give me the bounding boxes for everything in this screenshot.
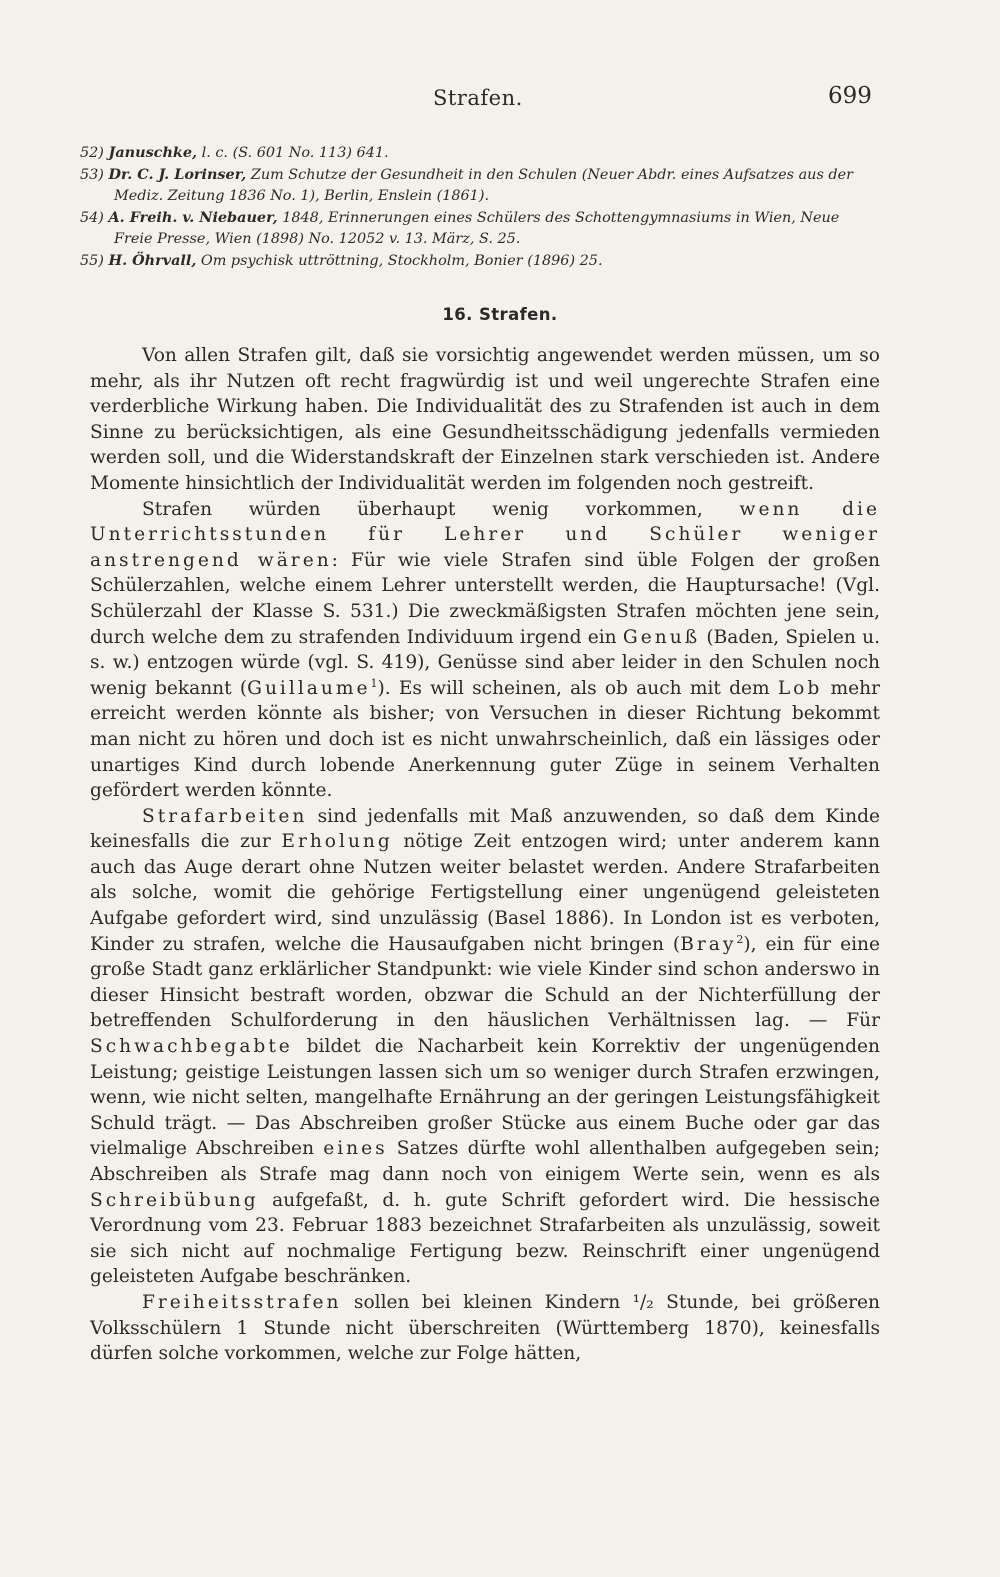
running-head xyxy=(0,83,1000,116)
footnote-author: Dr. C. J. Lorinser, xyxy=(108,166,247,183)
text-run: nötige Zeit entzogen wird; unter anderem kann auch das Auge derart ohne Nutzen weiter belastet werden. Andere Strafarbeiten als solche, womit die gehörige Fertigstellung einer ungenügend geleisteten Aufgabe gefordert wird, sind unzulässig (Basel 1886). In London ist es verboten, Kinder zu strafen, welche die Hausaufgaben nicht bringen ( xyxy=(90,831,880,955)
spaced-emphasis: Schwachbegabte xyxy=(90,1036,293,1058)
spaced-emphasis: Erholung xyxy=(281,831,393,853)
text-run: aufgefaßt, d. h. gute Schrift gefordert wird. Die hessische Verordnung vom 23. Februar 1883 bezeichnet Strafarbeiten als unzulässig, soweit sie sich nicht auf nochmalige Fertigung bezw. Reinschrift einer ungenügend geleisteten Aufgabe beschränken. xyxy=(90,1189,880,1288)
text-run: ). Es will scheinen, als ob auch mit dem xyxy=(377,677,778,699)
spaced-emphasis: Guillaume xyxy=(247,677,371,699)
section-heading: 16. Strafen. xyxy=(442,305,558,324)
spaced-emphasis: Strafarbeiten xyxy=(142,805,308,827)
footnote-author: Januschke, xyxy=(108,144,198,161)
footnote xyxy=(80,207,880,250)
running-head-title: Strafen. xyxy=(433,86,523,110)
footnote xyxy=(80,250,880,272)
text-run: sollen bei kleinen Kindern ¹/₂ Stunde, bei größeren Volksschülern 1 Stunde nicht überschreiten (Württemberg 1870), keinesfalls dürfen solche vorkommen, welche zur Folge hätten, xyxy=(90,1291,880,1365)
spaced-emphasis: Bray xyxy=(680,933,737,955)
text-run: (Baden, Spielen u. s. w.) entzogen würde (vgl. S. 419), Genüsse sind aber leider in den Schulen noch wenig bekannt ( xyxy=(90,626,880,699)
text-run: Strafen würden überhaupt wenig vorkommen, xyxy=(142,498,740,520)
footnote-number: 54) xyxy=(80,210,109,226)
footnote-text: l. c. (S. 601 No. 113) 641. xyxy=(197,145,389,161)
footnote-text: 1848, Erinnerungen eines Schülers des Schottengymnasiums in Wien, Neue Freie Presse, Wien (1898) No. 12052 v. 13. März, S. 25. xyxy=(114,210,840,247)
text-run: ), ein für eine große Stadt ganz erklärlicher Standpunkt: wie viele Kinder sind schon anderswo in dieser Hinsicht bestraft worden, obzwar die Schuld an der Nichterfüllung der betreffenden Schulforderung in den häuslichen Verhältnissen lag. — Für xyxy=(90,933,881,1032)
spaced-emphasis: Schreibübung xyxy=(90,1189,259,1211)
footnote-ref: 1 xyxy=(370,676,378,690)
footnote-number: 52) xyxy=(80,145,109,161)
footnote-text: Om psychisk uttröttning, Stockholm, Bonier (1896) 25. xyxy=(196,253,603,269)
body-text xyxy=(90,343,880,1367)
text-run: Von allen Strafen gilt, daß sie vorsichtig angewendet werden müssen, um so mehr, als ihr Nutzen oft recht fragwürdig ist und weil ungerechte Strafen eine verderbliche Wirkung haben. Die Individualität des zu Strafenden ist auch in dem Sinne zu berücksichtigen, als eine Gesundheitsschädigung jedenfalls vermieden werden soll, und die Widerstandskraft der Einzelnen stark verschieden ist. Andere Momente hinsichtlich der Individualität werden im folgenden noch gestreift. xyxy=(90,345,880,494)
text-run: sind jedenfalls mit Maß anzuwenden, so daß dem Kinde keinesfalls die zur xyxy=(90,805,880,853)
footnote-number: 53) xyxy=(80,167,109,183)
spaced-emphasis: Freiheitsstrafen xyxy=(142,1291,342,1313)
page-number: 699 xyxy=(828,83,872,109)
footnote xyxy=(80,164,880,207)
text-run: Satzes dürfte wohl allenthalben aufgegeben sein; Abschreiben als Strafe mag dann noch von einigem Werte sein, wenn es als xyxy=(90,1138,880,1185)
body-paragraph xyxy=(90,343,880,497)
text-run: bildet die Nacharbeit kein Korrektiv der ungenügenden Leistung; geistige Leistungen lassen sich um so weniger durch Strafen erzwingen, wenn, wie nicht selten, mangelhafte Ernährung an der geringen Leistungsfähigkeit Schuld trägt. — Das Abschreiben großer Stücke aus einem Buche oder gar das vielmalige Abschreiben xyxy=(90,1036,880,1160)
body-paragraph xyxy=(90,497,880,804)
spaced-emphasis: wenn die Unterrichtsstunden für Lehrer und Schüler weniger anstrengend wären xyxy=(90,498,880,571)
footnote xyxy=(80,142,880,164)
footnote-number: 55) xyxy=(80,253,109,269)
footnote-author: A. Freih. v. Niebauer, xyxy=(108,209,278,226)
footnote-author: H. Öhrvall, xyxy=(108,252,197,269)
spaced-emphasis: Lob xyxy=(777,677,823,699)
footnotes xyxy=(80,142,880,272)
footnote-text: Zum Schutze der Gesundheit in den Schulen (Neuer Abdr. eines Aufsatzes aus der Mediz. Zeitung 1836 No. 1), Berlin, Enslein (1861). xyxy=(114,167,854,204)
spaced-emphasis: Genuß xyxy=(622,626,701,648)
text-run: mehr erreicht werden könnte als bisher; von Versuchen in dieser Richtung bekommt man nicht zu hören und doch ist es nicht unwahrscheinlich, daß ein lässiges oder unartiges Kind durch lobende Anerkennung guter Züge in seinem Verhalten gefördert werden könnte. xyxy=(90,677,880,802)
body-paragraph xyxy=(90,1290,880,1367)
footnote-ref: 2 xyxy=(736,932,744,946)
body-paragraph xyxy=(90,804,880,1290)
text-run: : Für wie viele Strafen sind üble Folgen der großen Schülerzahlen, welche einem Lehrer unterstellt werden, die Hauptursache! (Vgl. Schülerzahl der Klasse S. 531.) Die zweckmäßigsten Strafen möchten jene sein, durch welche dem zu strafenden Individuum irgend ein xyxy=(90,549,880,648)
spaced-emphasis: eines xyxy=(323,1138,388,1160)
